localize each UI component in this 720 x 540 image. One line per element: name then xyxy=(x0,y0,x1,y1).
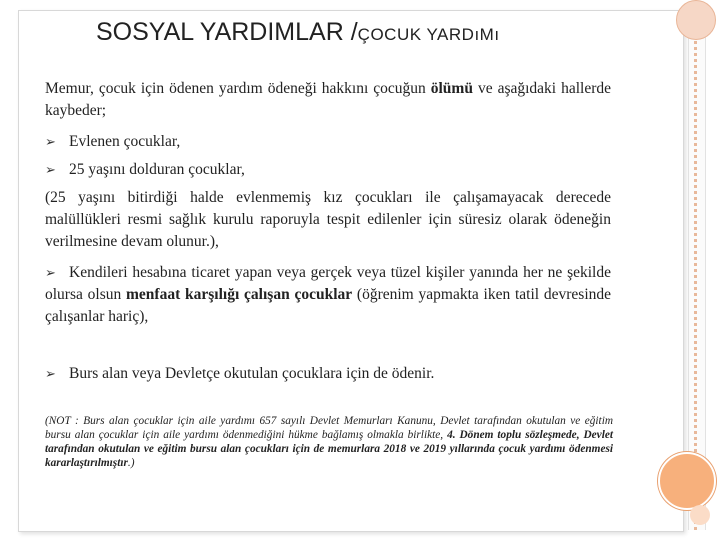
list-item-text-pre: Kendileri hesabına ticaret yapan veya gerçek veya tüzel kişiler yanında her ne şekilde olursa olsun xyxy=(45,264,611,303)
intro-text-post: ve aşağıdaki hallerde kaybeder; xyxy=(45,80,611,119)
arrow-bullet-icon: ➢ xyxy=(45,162,56,177)
list-item xyxy=(45,262,611,328)
list-item xyxy=(45,159,245,181)
arrow-bullet-icon: ➢ xyxy=(45,134,56,149)
arrow-bullet-icon: ➢ xyxy=(45,366,56,381)
list-item-text: 25 yaşını dolduran çocuklar, xyxy=(69,161,245,178)
arrow-bullet-icon: ➢ xyxy=(45,265,56,280)
list-item-text-post: (öğrenim yapmakta iken tatil devresinde çalışanlar hariç), xyxy=(45,286,612,325)
footnote-text-bold: 4. Dönem toplu sözleşmede, Devlet tarafından okutulan ve eğitim bursu alan çocukları için de memurlara 2018 ve 2019 yıllarında çocuk yardımı ödenmesi kararlaştırılmıştır xyxy=(45,429,613,469)
title-main: SOSYAL YARDIMLAR / xyxy=(96,18,358,46)
list-item-text-bold: menfaat karşılığı çalışan çocuklar xyxy=(126,286,353,303)
list-item xyxy=(45,131,180,153)
list-item-text: Evlenen çocuklar, xyxy=(69,133,181,150)
intro-text-bold: ölümü xyxy=(430,80,473,97)
list-item-text: Burs alan veya Devletçe okutulan çocuklara için de ödenir. xyxy=(69,365,435,382)
decorative-circle-top xyxy=(676,0,716,40)
footnote xyxy=(45,414,613,470)
footnote-text-pre: (NOT : Burs alan çocuklar için aile yardımı 657 sayılı Devlet Memurları Kanunu, Devlet tarafından okutulan ve eğitim bursu alan çocuklar için aile yardımı ödenmediğini hükme bağlamış olmakla birlikte, xyxy=(45,415,613,441)
parenthetical-paragraph: (25 yaşını bitirdiği halde evlenmemiş kız çocukları ile çalışamayacak derecede malüllükleri resmi sağlık kurulu raporuyla tespit edilenler için süresiz olarak ödeneğin verilmesine devam olunur.), xyxy=(45,189,611,250)
list-item xyxy=(45,363,434,385)
decorative-circle-large xyxy=(658,452,716,510)
slide-title xyxy=(96,18,500,47)
decorative-circle-small xyxy=(690,505,710,525)
footnote-text-post: .) xyxy=(127,457,135,469)
intro-paragraph xyxy=(45,78,611,122)
title-sub: ÇOCUK YARDıMı xyxy=(357,25,500,44)
intro-text-pre: Memur, çocuk için ödenen yardım ödeneği hakkını çocuğun xyxy=(45,80,431,97)
